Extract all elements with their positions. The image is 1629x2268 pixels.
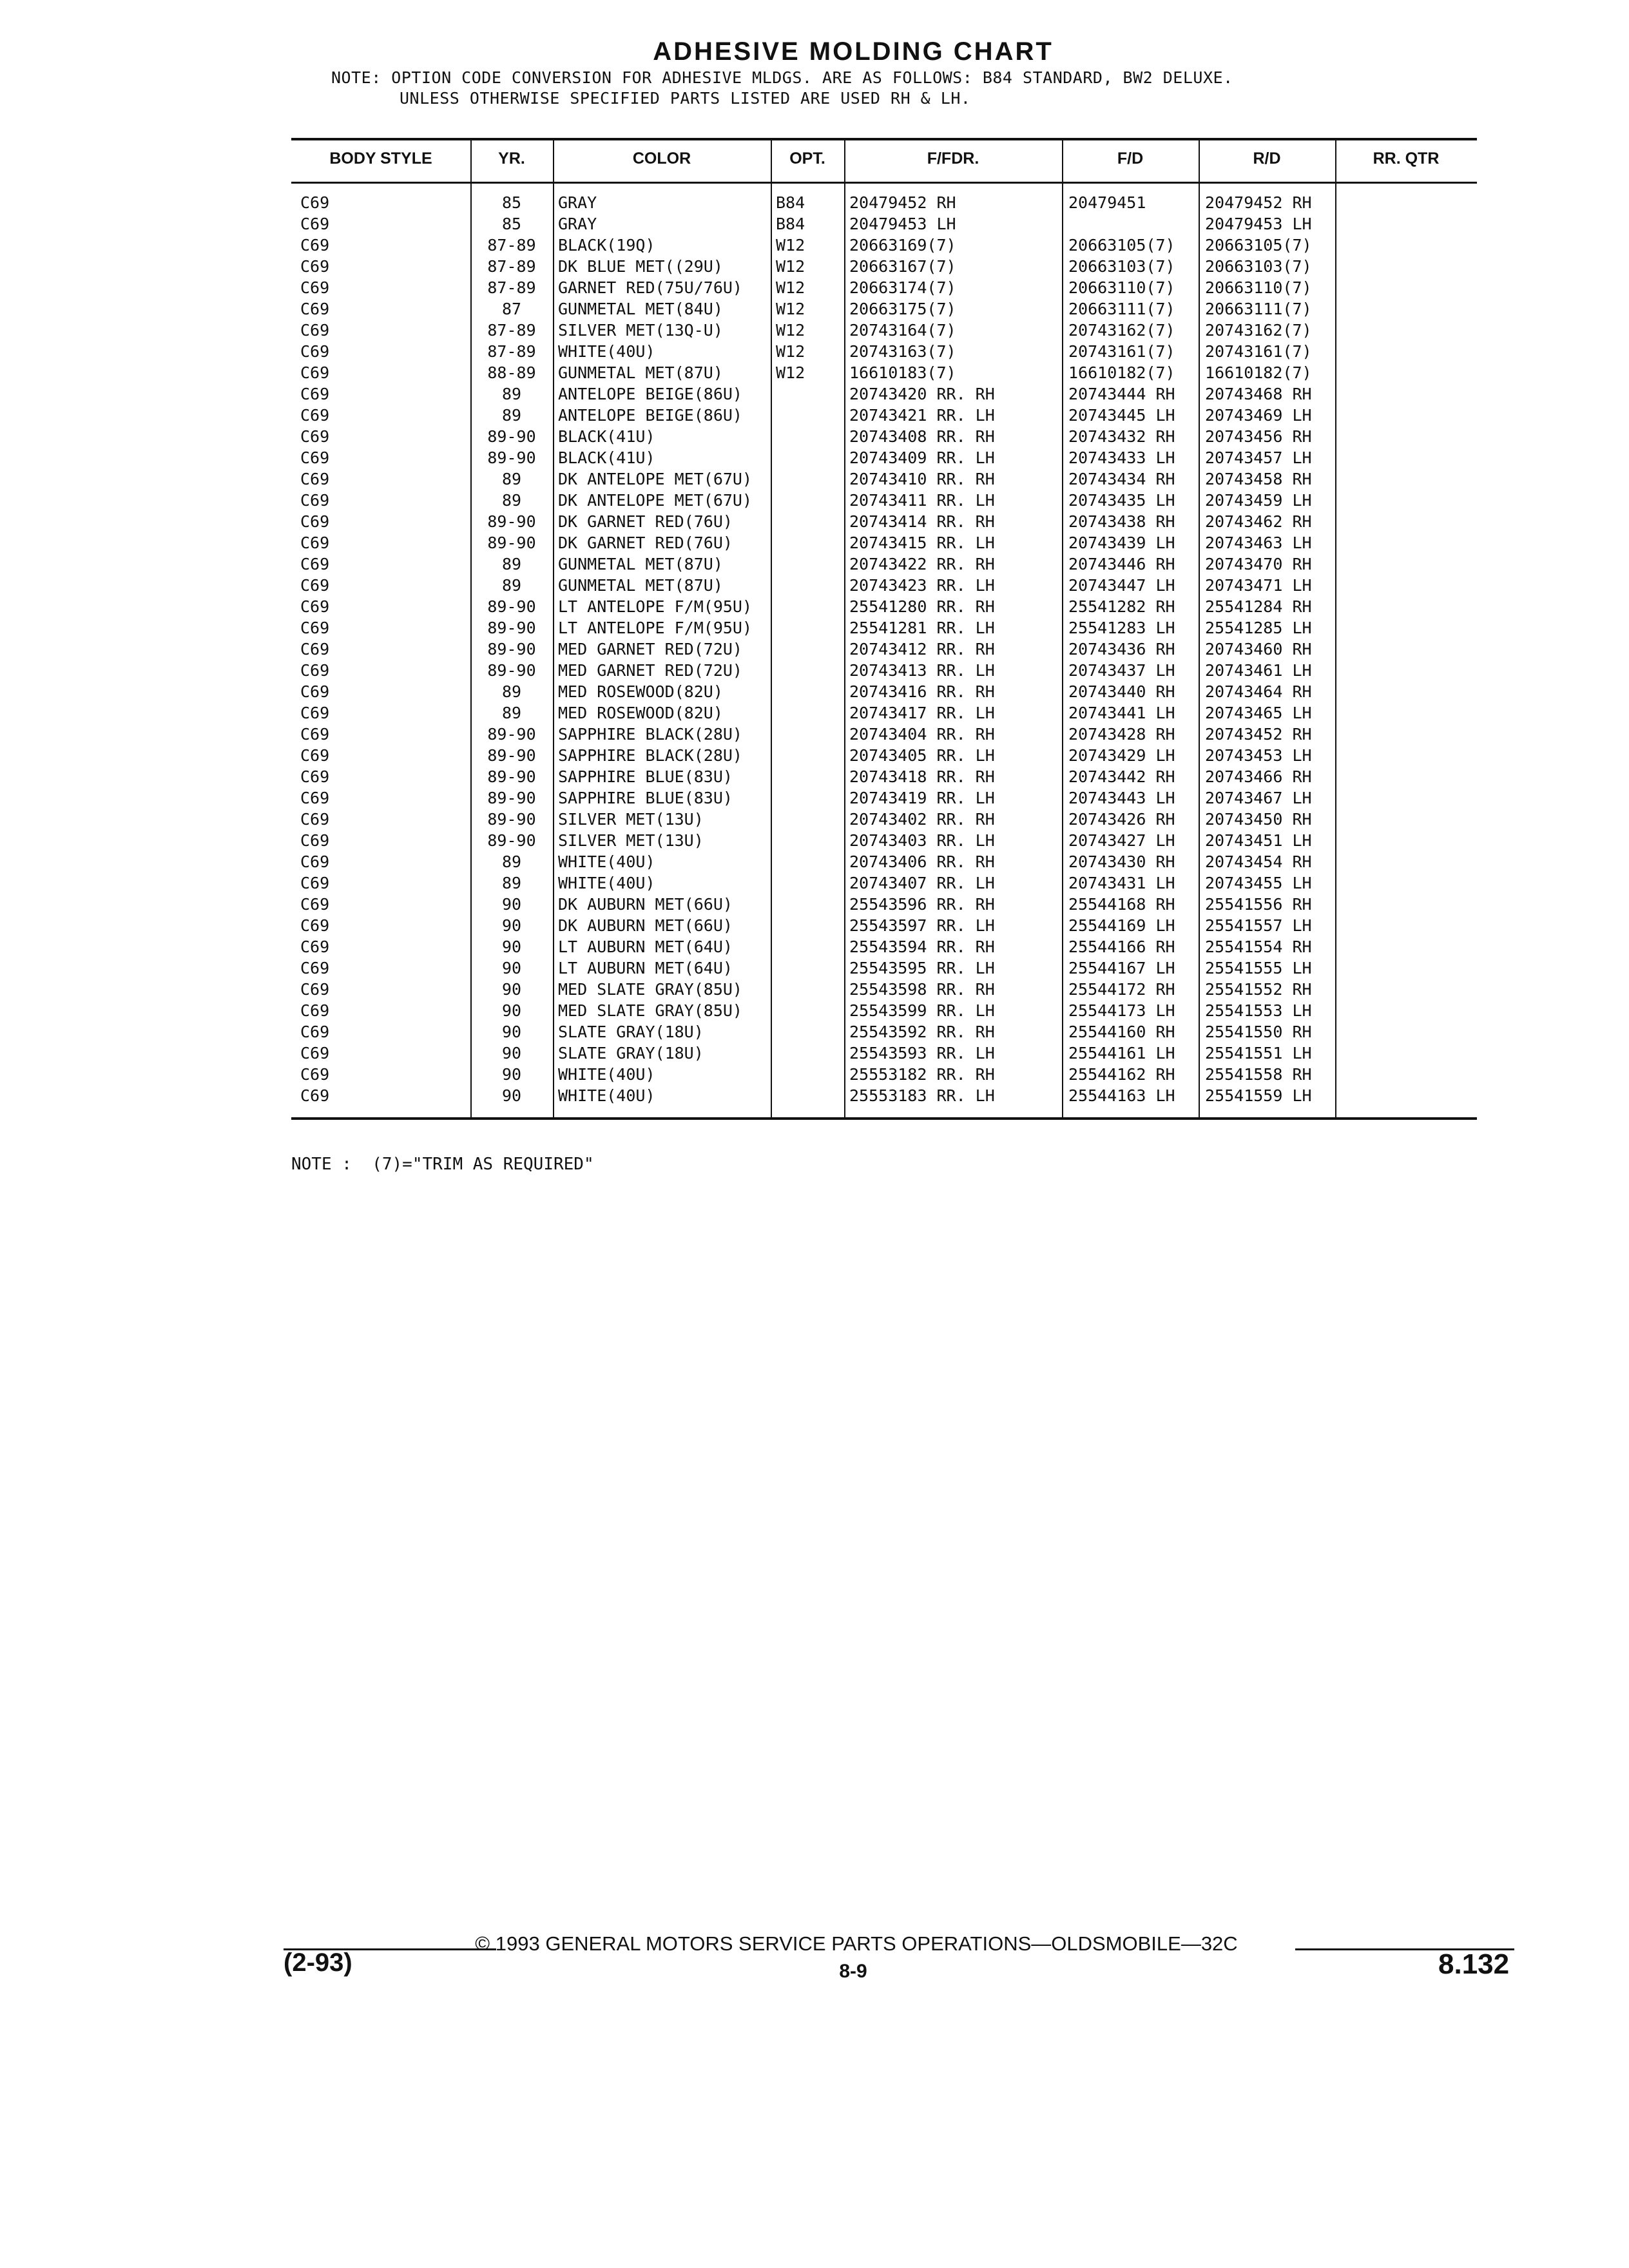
- cell-front-fender-part: 20663169(7): [849, 236, 956, 255]
- cell-body-style: C69: [300, 874, 330, 892]
- cell-front-fender-part: 20743414 RR. RH: [849, 512, 995, 531]
- cell-front-fender-part: 20479453 LH: [849, 215, 956, 233]
- cell-front-door-part: 25544160 RH: [1068, 1023, 1175, 1041]
- cell-rear-door-part: 25541550 RH: [1205, 1023, 1312, 1041]
- cell-color: LT AUBURN MET(64U): [558, 937, 733, 956]
- cell-front-fender-part: 25541280 RR. RH: [849, 597, 995, 616]
- cell-option: B84: [776, 215, 805, 233]
- cell-color: DK AUBURN MET(66U): [558, 895, 733, 914]
- cell-body-style: C69: [300, 831, 330, 850]
- cell-rear-door-part: 25541557 LH: [1205, 916, 1312, 935]
- cell-rear-door-part: 20743451 LH: [1205, 831, 1312, 850]
- cell-color: WHITE(40U): [558, 1086, 655, 1105]
- footer-section-page: 8-9: [839, 1961, 867, 1982]
- cell-front-fender-part: 25553182 RR. RH: [849, 1065, 995, 1084]
- cell-body-style: C69: [300, 300, 330, 318]
- cell-color: WHITE(40U): [558, 852, 655, 871]
- cell-color: DK BLUE MET((29U): [558, 257, 723, 276]
- cell-year: 89-90: [487, 831, 536, 850]
- cell-color: SLATE GRAY(18U): [558, 1023, 704, 1041]
- cell-front-fender-part: 20743417 RR. LH: [849, 704, 995, 722]
- cell-year: 89-90: [487, 640, 536, 658]
- cell-body-style: C69: [300, 448, 330, 467]
- cell-body-style: C69: [300, 236, 330, 255]
- cell-front-door-part: 25541282 RH: [1068, 597, 1175, 616]
- cell-year: 90: [501, 1001, 522, 1020]
- cell-front-fender-part: 20743405 RR. LH: [849, 746, 995, 765]
- cell-front-fender-part: 25543597 RR. LH: [849, 916, 995, 935]
- cell-front-door-part: 20743441 LH: [1068, 704, 1175, 722]
- cell-color: MED ROSEWOOD(82U): [558, 682, 723, 701]
- cell-body-style: C69: [300, 682, 330, 701]
- cell-body-style: C69: [300, 385, 330, 403]
- cell-front-fender-part: 20743403 RR. LH: [849, 831, 995, 850]
- cell-year: 89: [501, 852, 522, 871]
- cell-color: DK ANTELOPE MET(67U): [558, 470, 753, 488]
- cell-year: 89-90: [487, 533, 536, 552]
- cell-front-fender-part: 20743406 RR. RH: [849, 852, 995, 871]
- cell-body-style: C69: [300, 852, 330, 871]
- cell-front-door-part: 16610182(7): [1068, 363, 1175, 382]
- cell-year: 90: [501, 1023, 522, 1041]
- cell-option: W12: [776, 278, 805, 297]
- cell-body-style: C69: [300, 406, 330, 425]
- cell-rear-door-part: 20743162(7): [1205, 321, 1312, 340]
- table-top-rule: [291, 138, 1477, 140]
- cell-year: 87-89: [487, 278, 536, 297]
- cell-body-style: C69: [300, 1023, 330, 1041]
- cell-front-door-part: 25544162 RH: [1068, 1065, 1175, 1084]
- cell-front-door-part: 20743161(7): [1068, 342, 1175, 361]
- cell-body-style: C69: [300, 1065, 330, 1084]
- cell-front-door-part: 20479451: [1068, 193, 1146, 212]
- cell-color: ANTELOPE BEIGE(86U): [558, 406, 742, 425]
- cell-year: 89: [501, 491, 522, 510]
- cell-year: 87-89: [487, 321, 536, 340]
- cell-option: W12: [776, 321, 805, 340]
- cell-rear-door-part: 25541554 RH: [1205, 937, 1312, 956]
- cell-front-door-part: 20743447 LH: [1068, 576, 1175, 595]
- cell-rear-door-part: 25541284 RH: [1205, 597, 1312, 616]
- cell-year: 89-90: [487, 661, 536, 680]
- col-divider: [1062, 139, 1063, 1117]
- cell-front-door-part: 25544169 LH: [1068, 916, 1175, 935]
- cell-body-style: C69: [300, 257, 330, 276]
- cell-rear-door-part: 25541555 LH: [1205, 959, 1312, 977]
- cell-front-door-part: 25544161 LH: [1068, 1044, 1175, 1062]
- cell-color: SLATE GRAY(18U): [558, 1044, 704, 1062]
- cell-option: W12: [776, 342, 805, 361]
- cell-front-fender-part: 20479452 RH: [849, 193, 956, 212]
- cell-front-fender-part: 20743423 RR. LH: [849, 576, 995, 595]
- cell-body-style: C69: [300, 215, 330, 233]
- cell-color: LT ANTELOPE F/M(95U): [558, 597, 753, 616]
- cell-front-fender-part: 20743409 RR. LH: [849, 448, 995, 467]
- cell-front-fender-part: 20743407 RR. LH: [849, 874, 995, 892]
- cell-year: 87-89: [487, 236, 536, 255]
- cell-rear-door-part: 20743458 RH: [1205, 470, 1312, 488]
- cell-color: WHITE(40U): [558, 342, 655, 361]
- cell-year: 89: [501, 704, 522, 722]
- col-divider: [1335, 139, 1336, 1117]
- cell-body-style: C69: [300, 193, 330, 212]
- footer-date-code: (2-93): [284, 1948, 352, 1977]
- cell-color: DK AUBURN MET(66U): [558, 916, 733, 935]
- cell-year: 89-90: [487, 427, 536, 446]
- cell-rear-door-part: 25541559 LH: [1205, 1086, 1312, 1105]
- cell-front-fender-part: 20743419 RR. LH: [849, 789, 995, 807]
- cell-year: 90: [501, 980, 522, 999]
- table-header-rule: [291, 182, 1477, 184]
- cell-option: W12: [776, 300, 805, 318]
- cell-year: 90: [501, 1065, 522, 1084]
- cell-color: GUNMETAL MET(84U): [558, 300, 723, 318]
- cell-front-door-part: 20743430 RH: [1068, 852, 1175, 871]
- cell-front-fender-part: 20743411 RR. LH: [849, 491, 995, 510]
- cell-front-fender-part: 20743163(7): [849, 342, 956, 361]
- cell-front-fender-part: 16610183(7): [849, 363, 956, 382]
- col-divider: [771, 139, 772, 1117]
- cell-rear-door-part: 20743469 LH: [1205, 406, 1312, 425]
- cell-rear-door-part: 20743161(7): [1205, 342, 1312, 361]
- cell-body-style: C69: [300, 661, 330, 680]
- cell-color: GARNET RED(75U/76U): [558, 278, 742, 297]
- cell-front-fender-part: 25543596 RR. RH: [849, 895, 995, 914]
- cell-year: 90: [501, 895, 522, 914]
- cell-front-door-part: 20743435 LH: [1068, 491, 1175, 510]
- cell-body-style: C69: [300, 512, 330, 531]
- cell-front-fender-part: 20743408 RR. RH: [849, 427, 995, 446]
- cell-color: MED GARNET RED(72U): [558, 661, 742, 680]
- cell-front-door-part: 20743432 RH: [1068, 427, 1175, 446]
- cell-rear-door-part: 20743452 RH: [1205, 725, 1312, 744]
- cell-body-style: C69: [300, 704, 330, 722]
- cell-color: WHITE(40U): [558, 1065, 655, 1084]
- table-bottom-rule: [291, 1117, 1477, 1120]
- cell-rear-door-part: 20743456 RH: [1205, 427, 1312, 446]
- cell-body-style: C69: [300, 1086, 330, 1105]
- cell-year: 88-89: [487, 363, 536, 382]
- cell-rear-door-part: 25541552 RH: [1205, 980, 1312, 999]
- cell-color: DK ANTELOPE MET(67U): [558, 491, 753, 510]
- cell-color: GRAY: [558, 193, 597, 212]
- cell-front-door-part: 20663111(7): [1068, 300, 1175, 318]
- cell-year: 90: [501, 937, 522, 956]
- cell-color: GRAY: [558, 215, 597, 233]
- cell-front-door-part: 20663105(7): [1068, 236, 1175, 255]
- cell-front-door-part: 25544166 RH: [1068, 937, 1175, 956]
- cell-year: 89: [501, 470, 522, 488]
- cell-front-fender-part: 20743404 RR. RH: [849, 725, 995, 744]
- cell-front-fender-part: 20743410 RR. RH: [849, 470, 995, 488]
- cell-year: 87-89: [487, 342, 536, 361]
- cell-year: 89-90: [487, 746, 536, 765]
- cell-color: ANTELOPE BEIGE(86U): [558, 385, 742, 403]
- cell-rear-door-part: 25541553 LH: [1205, 1001, 1312, 1020]
- cell-front-fender-part: 20743422 RR. RH: [849, 555, 995, 573]
- cell-body-style: C69: [300, 640, 330, 658]
- cell-front-fender-part: 20743416 RR. RH: [849, 682, 995, 701]
- cell-front-door-part: 20743442 RH: [1068, 767, 1175, 786]
- cell-body-style: C69: [300, 746, 330, 765]
- cell-front-fender-part: 25553183 RR. LH: [849, 1086, 995, 1105]
- cell-color: BLACK(41U): [558, 448, 655, 467]
- cell-rear-door-part: 20743450 RH: [1205, 810, 1312, 829]
- cell-rear-door-part: 20743462 RH: [1205, 512, 1312, 531]
- cell-rear-door-part: 20479453 LH: [1205, 215, 1312, 233]
- cell-rear-door-part: 20743460 RH: [1205, 640, 1312, 658]
- cell-body-style: C69: [300, 427, 330, 446]
- cell-front-door-part: 20743439 LH: [1068, 533, 1175, 552]
- cell-body-style: C69: [300, 555, 330, 573]
- cell-rear-door-part: 20743464 RH: [1205, 682, 1312, 701]
- col-divider: [1199, 139, 1200, 1117]
- cell-color: MED GARNET RED(72U): [558, 640, 742, 658]
- cell-front-door-part: 20743162(7): [1068, 321, 1175, 340]
- cell-front-fender-part: 20663167(7): [849, 257, 956, 276]
- cell-body-style: C69: [300, 810, 330, 829]
- cell-rear-door-part: 20743461 LH: [1205, 661, 1312, 680]
- cell-color: MED SLATE GRAY(85U): [558, 1001, 742, 1020]
- cell-body-style: C69: [300, 725, 330, 744]
- cell-front-door-part: 25541283 LH: [1068, 619, 1175, 637]
- option-code-note: NOTE: OPTION CODE CONVERSION FOR ADHESIVE MLDGS. ARE AS FOLLOWS: B84 STANDARD, BW2 DELUXE.: [331, 68, 1233, 87]
- cell-year: 89-90: [487, 767, 536, 786]
- cell-option: B84: [776, 193, 805, 212]
- cell-front-door-part: 20743446 RH: [1068, 555, 1175, 573]
- cell-front-fender-part: 25543592 RR. RH: [849, 1023, 995, 1041]
- footer-page-number: 8.132: [1438, 1948, 1510, 1980]
- cell-option: W12: [776, 236, 805, 255]
- header-front-door: F/D: [1117, 149, 1144, 168]
- cell-year: 90: [501, 1044, 522, 1062]
- cell-front-door-part: 20743438 RH: [1068, 512, 1175, 531]
- trim-note: NOTE : (7)="TRIM AS REQUIRED": [291, 1155, 594, 1174]
- cell-front-door-part: 20743436 RH: [1068, 640, 1175, 658]
- cell-front-door-part: 25544167 LH: [1068, 959, 1175, 977]
- cell-rear-door-part: 20743468 RH: [1205, 385, 1312, 403]
- cell-body-style: C69: [300, 342, 330, 361]
- cell-body-style: C69: [300, 789, 330, 807]
- cell-front-fender-part: 20743164(7): [849, 321, 956, 340]
- col-divider: [844, 139, 845, 1117]
- cell-year: 89-90: [487, 512, 536, 531]
- cell-rear-door-part: 20663110(7): [1205, 278, 1312, 297]
- cell-year: 89-90: [487, 448, 536, 467]
- header-front-fender: F/FDR.: [927, 149, 979, 168]
- cell-rear-door-part: 20743465 LH: [1205, 704, 1312, 722]
- header-option: OPT.: [789, 149, 825, 168]
- cell-front-fender-part: 25543594 RR. RH: [849, 937, 995, 956]
- cell-color: LT AUBURN MET(64U): [558, 959, 733, 977]
- cell-rear-door-part: 20479452 RH: [1205, 193, 1312, 212]
- cell-year: 89: [501, 874, 522, 892]
- cell-color: WHITE(40U): [558, 874, 655, 892]
- cell-year: 90: [501, 1086, 522, 1105]
- cell-front-fender-part: 20743421 RR. LH: [849, 406, 995, 425]
- cell-front-door-part: 20663103(7): [1068, 257, 1175, 276]
- cell-rear-door-part: 20743454 RH: [1205, 852, 1312, 871]
- cell-year: 87-89: [487, 257, 536, 276]
- cell-color: GUNMETAL MET(87U): [558, 363, 723, 382]
- cell-body-style: C69: [300, 321, 330, 340]
- cell-rear-door-part: 16610182(7): [1205, 363, 1312, 382]
- cell-year: 89: [501, 385, 522, 403]
- cell-color: DK GARNET RED(76U): [558, 533, 733, 552]
- cell-color: BLACK(19Q): [558, 236, 655, 255]
- cell-body-style: C69: [300, 1001, 330, 1020]
- cell-front-fender-part: 25541281 RR. LH: [849, 619, 995, 637]
- cell-year: 90: [501, 959, 522, 977]
- cell-front-door-part: 20743429 LH: [1068, 746, 1175, 765]
- cell-year: 89-90: [487, 725, 536, 744]
- cell-year: 87: [501, 300, 522, 318]
- cell-body-style: C69: [300, 767, 330, 786]
- header-rear-quarter: RR. QTR: [1373, 149, 1440, 168]
- cell-front-fender-part: 20743415 RR. LH: [849, 533, 995, 552]
- cell-front-door-part: 20663110(7): [1068, 278, 1175, 297]
- cell-color: SILVER MET(13Q-U): [558, 321, 723, 340]
- cell-front-door-part: 20743440 RH: [1068, 682, 1175, 701]
- cell-body-style: C69: [300, 959, 330, 977]
- header-rear-door: R/D: [1253, 149, 1281, 168]
- cell-front-fender-part: 20743412 RR. RH: [849, 640, 995, 658]
- cell-rear-door-part: 20743467 LH: [1205, 789, 1312, 807]
- cell-front-fender-part: 25543598 RR. RH: [849, 980, 995, 999]
- cell-front-door-part: 20743433 LH: [1068, 448, 1175, 467]
- cell-front-door-part: 20743434 RH: [1068, 470, 1175, 488]
- cell-color: MED ROSEWOOD(82U): [558, 704, 723, 722]
- cell-color: SAPPHIRE BLUE(83U): [558, 767, 733, 786]
- cell-body-style: C69: [300, 619, 330, 637]
- cell-front-door-part: 20743427 LH: [1068, 831, 1175, 850]
- cell-rear-door-part: 20663105(7): [1205, 236, 1312, 255]
- cell-front-fender-part: 25543599 RR. LH: [849, 1001, 995, 1020]
- cell-color: DK GARNET RED(76U): [558, 512, 733, 531]
- cell-year: 89: [501, 682, 522, 701]
- cell-front-fender-part: 20663175(7): [849, 300, 956, 318]
- cell-front-door-part: 20743431 LH: [1068, 874, 1175, 892]
- cell-body-style: C69: [300, 491, 330, 510]
- cell-front-fender-part: 25543595 RR. LH: [849, 959, 995, 977]
- cell-year: 89: [501, 555, 522, 573]
- cell-year: 85: [501, 215, 522, 233]
- cell-front-door-part: 25544163 LH: [1068, 1086, 1175, 1105]
- cell-rear-door-part: 20743466 RH: [1205, 767, 1312, 786]
- cell-color: GUNMETAL MET(87U): [558, 576, 723, 595]
- cell-body-style: C69: [300, 980, 330, 999]
- cell-rear-door-part: 25541285 LH: [1205, 619, 1312, 637]
- cell-front-door-part: 25544168 RH: [1068, 895, 1175, 914]
- cell-year: 89: [501, 406, 522, 425]
- cell-front-door-part: 20743426 RH: [1068, 810, 1175, 829]
- cell-body-style: C69: [300, 470, 330, 488]
- cell-color: SAPPHIRE BLACK(28U): [558, 725, 742, 744]
- cell-color: SILVER MET(13U): [558, 810, 704, 829]
- parts-usage-note: UNLESS OTHERWISE SPECIFIED PARTS LISTED ARE USED RH & LH.: [400, 89, 971, 108]
- cell-body-style: C69: [300, 533, 330, 552]
- cell-color: LT ANTELOPE F/M(95U): [558, 619, 753, 637]
- cell-option: W12: [776, 257, 805, 276]
- cell-front-door-part: 25544173 LH: [1068, 1001, 1175, 1020]
- cell-rear-door-part: 25541556 RH: [1205, 895, 1312, 914]
- cell-year: 85: [501, 193, 522, 212]
- cell-body-style: C69: [300, 895, 330, 914]
- cell-front-door-part: 25544172 RH: [1068, 980, 1175, 999]
- cell-front-door-part: 20743444 RH: [1068, 385, 1175, 403]
- cell-color: SAPPHIRE BLUE(83U): [558, 789, 733, 807]
- cell-rear-door-part: 20663111(7): [1205, 300, 1312, 318]
- cell-year: 89-90: [487, 810, 536, 829]
- cell-year: 89: [501, 576, 522, 595]
- col-divider: [553, 139, 554, 1117]
- header-year: YR.: [498, 149, 525, 168]
- cell-front-door-part: 20743437 LH: [1068, 661, 1175, 680]
- cell-rear-door-part: 20743457 LH: [1205, 448, 1312, 467]
- cell-front-fender-part: 20743413 RR. LH: [849, 661, 995, 680]
- cell-rear-door-part: 20743470 RH: [1205, 555, 1312, 573]
- cell-year: 89-90: [487, 789, 536, 807]
- chart-title: ADHESIVE MOLDING CHART: [653, 37, 1054, 66]
- cell-rear-door-part: 25541551 LH: [1205, 1044, 1312, 1062]
- cell-front-door-part: 20743445 LH: [1068, 406, 1175, 425]
- cell-color: BLACK(41U): [558, 427, 655, 446]
- cell-body-style: C69: [300, 916, 330, 935]
- cell-front-door-part: 20743428 RH: [1068, 725, 1175, 744]
- cell-front-fender-part: 20743420 RR. RH: [849, 385, 995, 403]
- cell-body-style: C69: [300, 1044, 330, 1062]
- cell-body-style: C69: [300, 278, 330, 297]
- cell-rear-door-part: 20743471 LH: [1205, 576, 1312, 595]
- cell-front-fender-part: 20743402 RR. RH: [849, 810, 995, 829]
- cell-rear-door-part: 20663103(7): [1205, 257, 1312, 276]
- cell-body-style: C69: [300, 576, 330, 595]
- cell-rear-door-part: 20743455 LH: [1205, 874, 1312, 892]
- cell-color: SILVER MET(13U): [558, 831, 704, 850]
- cell-color: GUNMETAL MET(87U): [558, 555, 723, 573]
- cell-color: SAPPHIRE BLACK(28U): [558, 746, 742, 765]
- cell-body-style: C69: [300, 363, 330, 382]
- cell-option: W12: [776, 363, 805, 382]
- header-color: COLOR: [632, 149, 691, 168]
- cell-year: 89-90: [487, 597, 536, 616]
- cell-rear-door-part: 20743459 LH: [1205, 491, 1312, 510]
- cell-front-fender-part: 25543593 RR. LH: [849, 1044, 995, 1062]
- cell-body-style: C69: [300, 937, 330, 956]
- cell-body-style: C69: [300, 597, 330, 616]
- header-body-style: BODY STYLE: [329, 149, 432, 168]
- cell-rear-door-part: 25541558 RH: [1205, 1065, 1312, 1084]
- footer-copyright: © 1993 GENERAL MOTORS SERVICE PARTS OPERATIONS—OLDSMOBILE—32C: [475, 1932, 1238, 1955]
- cell-year: 89-90: [487, 619, 536, 637]
- cell-rear-door-part: 20743463 LH: [1205, 533, 1312, 552]
- cell-front-fender-part: 20663174(7): [849, 278, 956, 297]
- cell-year: 90: [501, 916, 522, 935]
- cell-rear-door-part: 20743453 LH: [1205, 746, 1312, 765]
- cell-front-door-part: 20743443 LH: [1068, 789, 1175, 807]
- cell-front-fender-part: 20743418 RR. RH: [849, 767, 995, 786]
- cell-color: MED SLATE GRAY(85U): [558, 980, 742, 999]
